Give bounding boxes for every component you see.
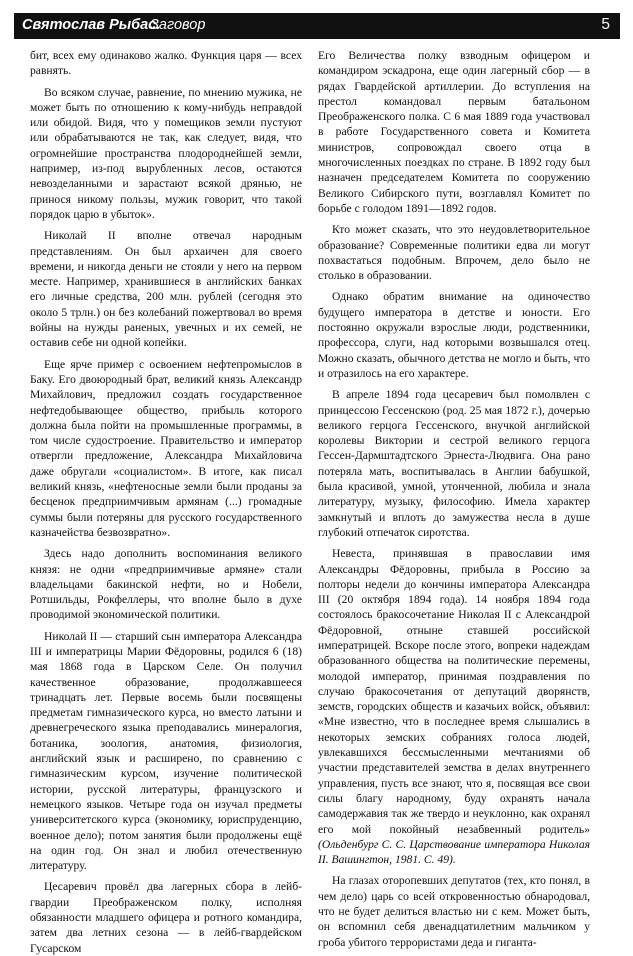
paragraph: Его Величества полку взводным офицером и командиром эскадрона, еще один лагерный сбор — в рядах Гвардейской артиллерии. До вступления на престол командовал первым батальоном Преображенского полка. С 6 мая 1889 года участвовал в работе Государственного совета и Комитета министров, сопровождал своего отца в многочисленных поездках по стране. В 1892 году был назначен председателем Комитета по сооружению Великого Сибирского пути, возглавлял Комитет по борьбе с голодом 1891—1892 годов. (318, 49, 590, 215)
paragraph: На глазах оторопевших депутатов (тех, кто понял, в чем дело) царь со всей откровенностью обнародовал, что не будет делиться властью ни с кем. Может быть, он вспомнил себя двенадцатилетним мальчиком у гроба убитого террористами деда и гиганта- (318, 874, 590, 949)
paragraph: Однако обратим внимание на одиночество будущего императора в детстве и юности. Его постоянно окружали взрослые люди, родственники, профессора, слуги, над которыми возвышался отец. Можно сказать, обычного детства не могло и быть, что и отразилось на его характере. (318, 290, 590, 380)
header-title: Заговор (150, 17, 206, 33)
citation: (Ольденбург С. С. Царствование императора Николая II. Вашингтон, 1981. С. 49). (318, 837, 590, 867)
running-header (14, 13, 620, 39)
paragraph: В апреле 1894 года цесаревич был помолвлен с принцессою Гессенскою (род. 25 мая 1872 г.), дочерью великого герцога Гессенского, внучкой английской королевы Виктории и сестрой великого герцога Гессен-Дармштадтского Эрнеста-Людвига. Она рано потеряла мать, воспитывалась в Англии бабушкой, была красивой, умной, утонченной, любила и знала литературу, музыку, философию. Имела характер замкнутый и вплоть до замужества несла в душе глубокий отпечаток сиротства. (318, 388, 590, 539)
paragraph-with-citation (318, 546, 590, 867)
paragraph: бит, всех ему одинаково жалко. Функция царя — всех равнять. (30, 49, 302, 78)
paragraph: Здесь надо дополнить воспоминания великого князя: не одни «предприимчивые армяне» стали владельцами бакинской нефти, но и Нобели, Ротшильды, Рокфеллеры, что вполне было в духе проводимой экономической политики. (30, 547, 302, 622)
paragraph: Кто может сказать, что это неудовлетворительное образование? Современные политики едва ли могут похвастаться подобным. Впрочем, дело было не столько в образовании. (318, 223, 590, 283)
quote-text: Невеста, принявшая в православии имя Александры Фёдоровны, прибыла в Россию за полторы недели до кончины императора Александра III (20 октября 1894 года). 14 ноября 1894 года состоялось бракосочетание Николая II с Александрой Фёдоровной, отныне ставшей российской императрицей. Вскоре после этого, вопреки надеждам образованного общества на политические перемены, молодой император, принимая поздравления по случаю бракосочетания от депутаций дворянств, земств, городских обществ и казачьих войск, объявил: «Мне известно, что в последнее время слышались в некоторых земских собраниях голоса людей, увлекавшихся бессмысленными мечтаниями об участии представителей земства в делах внутреннего управления, пусть все знают, что я, посвящая все свои силы благу народному, буду охранять начала самодержавия так же твердо и неуклонно, как охранял его мой покойный незабвенный родитель» (318, 547, 590, 836)
left-column (30, 48, 302, 955)
right-column (318, 48, 590, 949)
paragraph: Николай II вполне отвечал народным представлениям. Он был архаичен для своего времени, и никогда деньги не стояли у него на первом месте. Например, хранившиеся в английских банках его личные средства, 200 млн. рублей (сегодня это около 5 трлн.) он без колебаний пожертвовал во время войны на нужды раненых, увечных и их семей, не оставив себе ни одной копейки. (30, 229, 302, 350)
paragraph: Еще ярче пример с освоением нефтепромыслов в Баку. Его двоюродный брат, великий князь Александр Михайлович, предложил создать государственное нефтедобывающее общество, прибыль которого должна была пойти на промышленные программы, в том числе судостроение. Правительство и император отвергли предложение, Александра Михайловича даже обругали «социалистом». В итоге, как писал великий князь, «нефтеносные земли были проданы за бесценок предприимчивым армянам (...) громадные суммы были потеряны для русского государственного казначейства безвозвратно». (30, 357, 302, 539)
header-author: Святослав Рыбас. (22, 17, 161, 33)
paragraph: Николай II — старший сын императора Александра III и императрицы Марии Фёдоровны, родился 6 (18) мая 1868 года в Царском Селе. Он получил качественное образование, продолжавшееся тринадцать лет. Первые восемь были посвящены предметам гимназического курса, но вместо латыни и древнегреческого языка преподавались минералогия, ботаника, зоология, анатомия, физиология, английский язык и расширено, по сравнению с гимназическим курсом, изучение политической истории, русской литературы, французского и немецкого языков. Четыре года он изучал предметы университетского курса (экономику, юриспруденцию, военное дело); потом занятия были продолжены ещё на один год. Он знал и любил отечественную литературу. (30, 629, 302, 873)
paragraph: Во всяком случае, равнение, по мнению мужика, не может быть по отношению к кому-нибудь неправдой или обидой. Видя, что у помещиков земли пустуют или обрабатываются не так, как следует, видя, что огромнейшие пространства плодороднейшей земли, например, из-под вырубленных лесов, остаются невозделанными и зарастают всякой дрянью, не принося никому пользы, мужик говорит, что такой порядок царю в убыток». (30, 85, 302, 221)
page-number: 5 (601, 16, 610, 33)
paragraph: Цесаревич провёл два лагерных сбора в лейб-гвардии Преображенском полку, исполняя обязанности младшего офицера и ротного командира, затем два летних сезона — в лейб-гвардейском Гусарском (30, 880, 302, 955)
